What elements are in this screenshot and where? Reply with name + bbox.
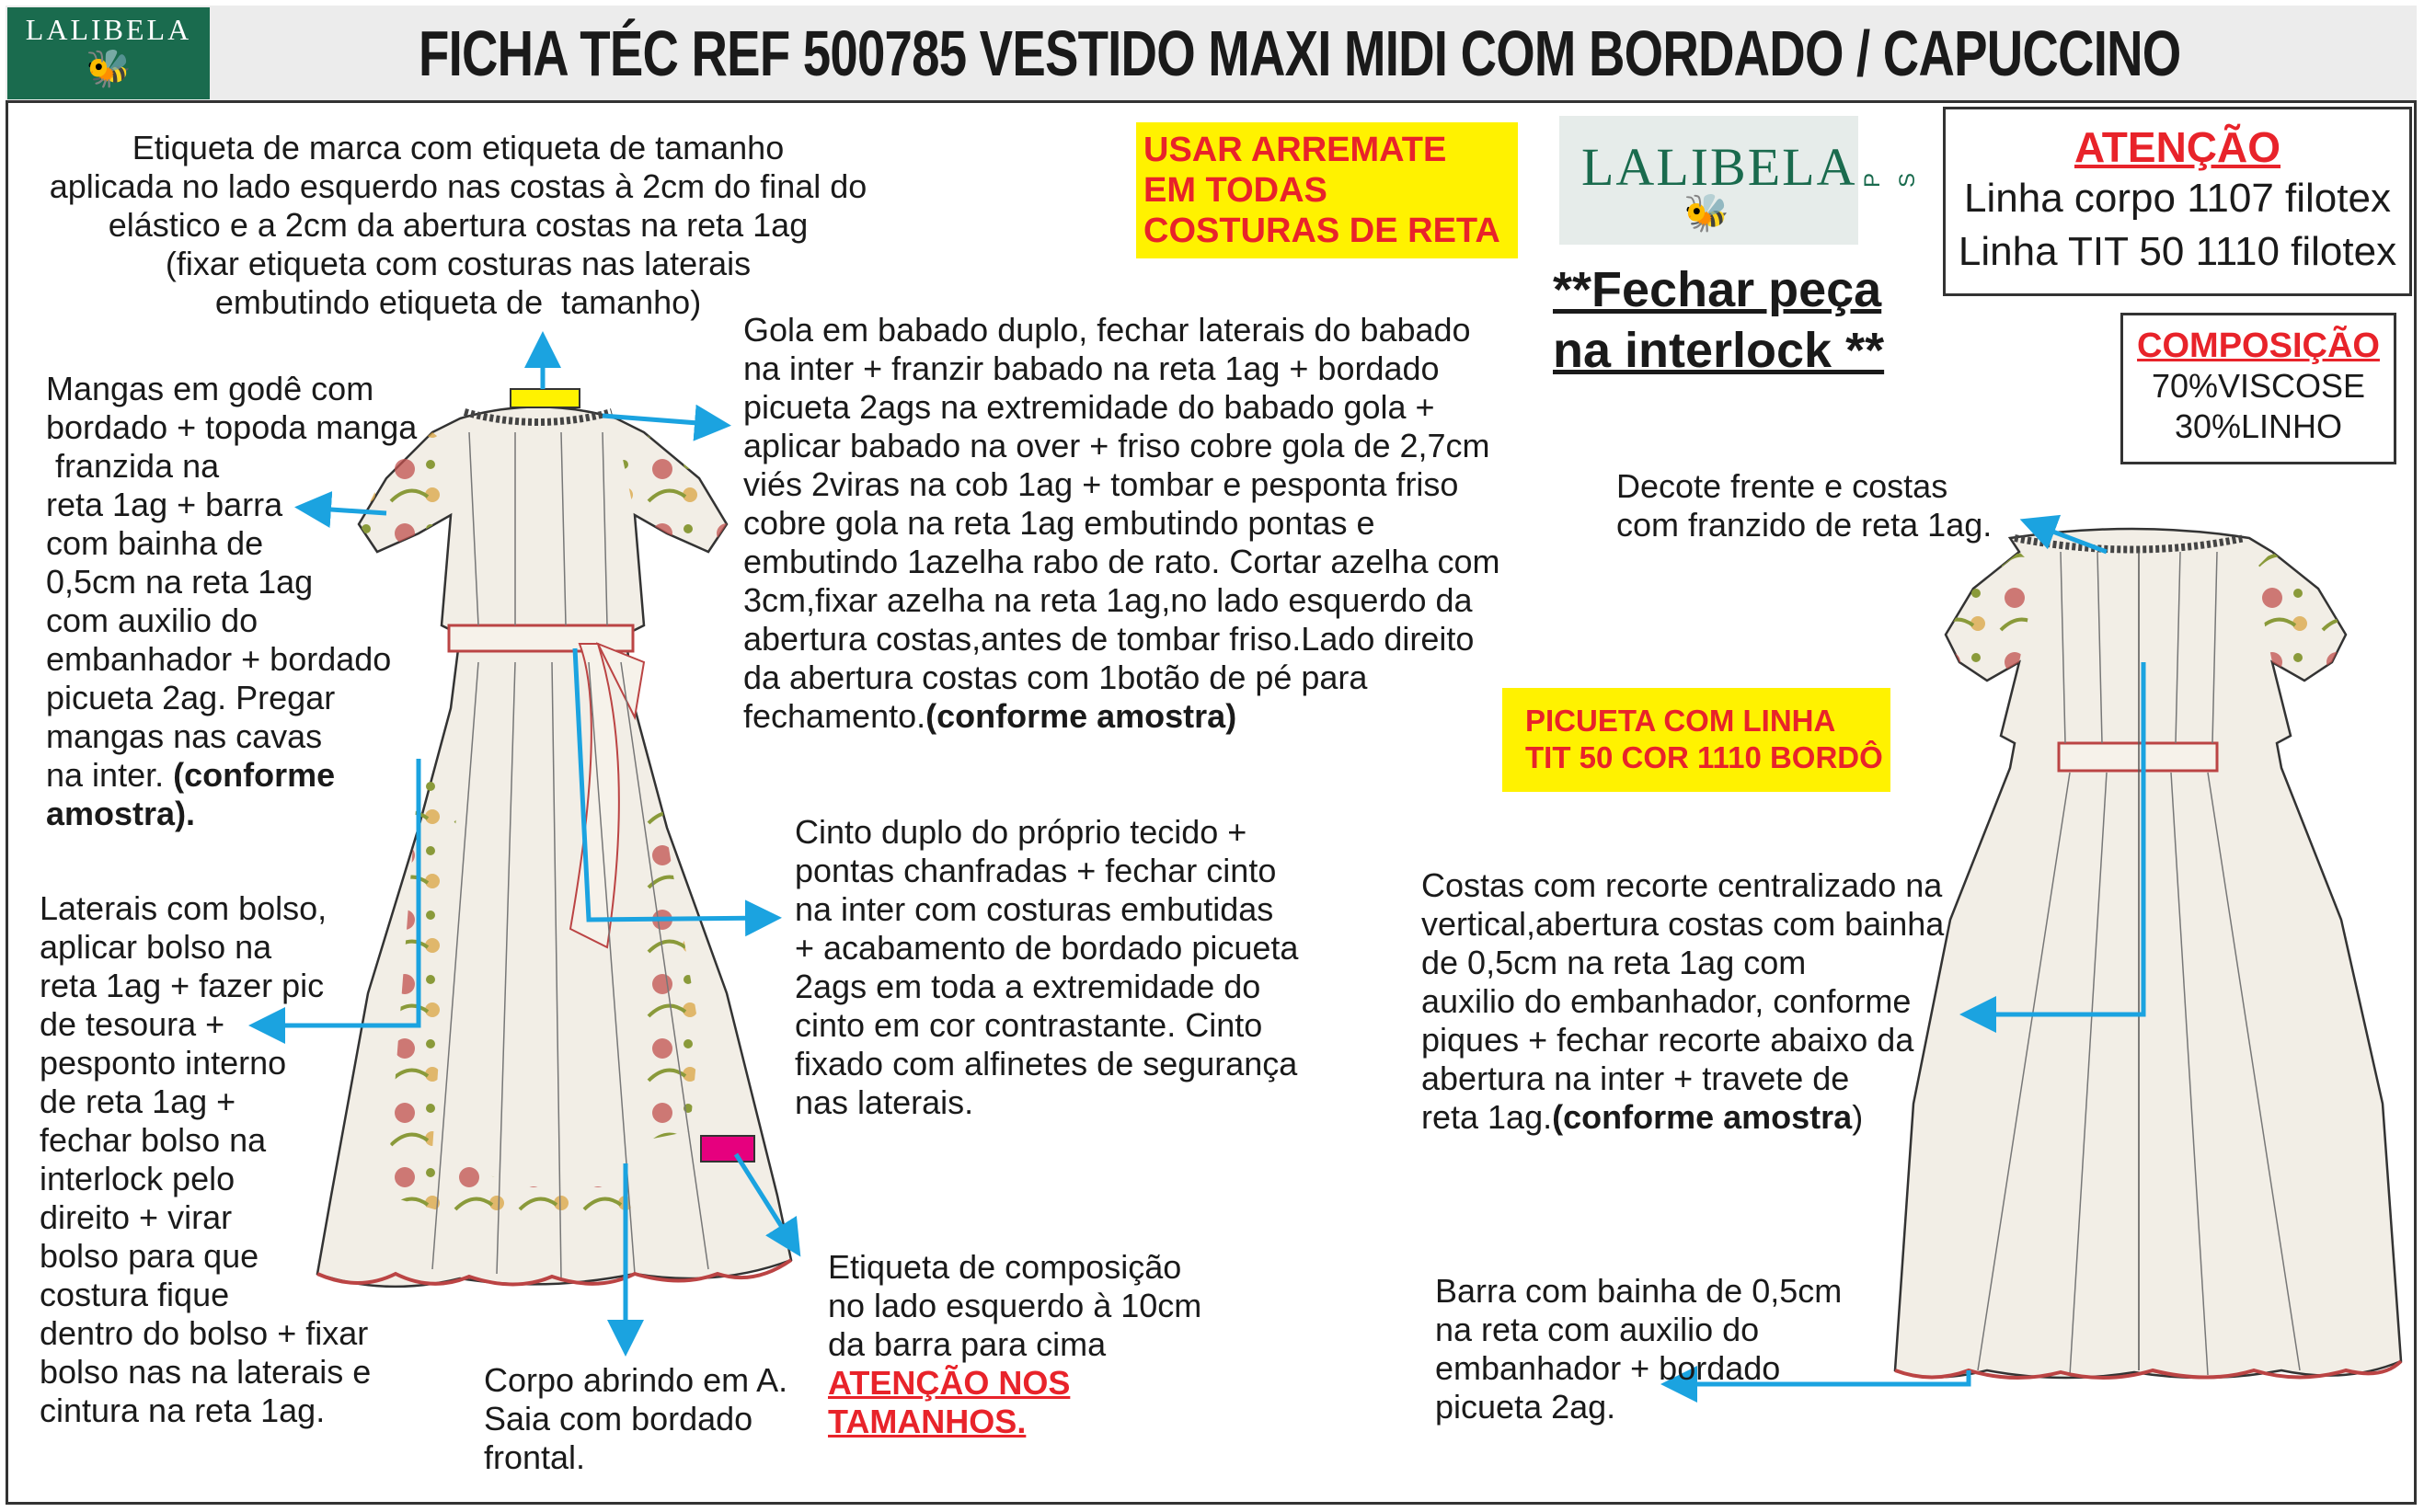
note-laterais: Laterais com bolso, aplicar bolso na reta 1ag + fazer pic de tesoura + pesponto interno de reta 1ag + fechar bolso na interlock pelo direito + virar bolso para que costura fique dentro do bolso + fixar bolso nas na laterais e cintura na reta 1ag. bbox=[40, 889, 372, 1429]
atencao-title: ATENÇÃO bbox=[2074, 123, 2281, 171]
note-barra: Barra com bainha de 0,5cm na reta com auxilio do embanhador + bordado picueta 2ag. bbox=[1435, 1272, 1843, 1426]
note-gola-bold: (conforme amostra) bbox=[925, 697, 1237, 735]
note-mangas-bold: (conforme amostra). bbox=[46, 756, 336, 832]
brand-logo-name: LALIBELA bbox=[1581, 137, 1857, 197]
picueta-text: PICUETA COM LINHA TIT 50 COR 1110 BORDÔ bbox=[1525, 704, 1883, 774]
bee-icon: 🐝 bbox=[1683, 193, 1729, 234]
usar-arremate-box bbox=[1136, 122, 1518, 258]
ps-letter-s: S bbox=[1895, 172, 1921, 189]
brand-label-marker bbox=[511, 389, 580, 407]
usar-arremate-text: USAR ARREMATE EM TODAS COSTURAS DE RETA bbox=[1143, 131, 1500, 250]
note-decote: Decote frente e costas com franzido de reta 1ag. bbox=[1616, 467, 1993, 544]
brand-logo-center bbox=[1559, 116, 1858, 245]
picueta-box bbox=[1502, 688, 1890, 792]
note-costas-text: Costas com recorte centralizado na vertical,abertura costas com bainha de 0,5cm na reta 1ag com auxilio do embanhador, conforme piques + fechar recorte abaixo da abertura na inter + travete de reta 1ag. bbox=[1421, 866, 1945, 1136]
note-mangas bbox=[46, 370, 417, 833]
composicao-title: COMPOSIÇÃO bbox=[2137, 326, 2380, 365]
ps-mark bbox=[1856, 158, 1930, 204]
note-cinto: Cinto duplo do próprio tecido + pontas chanfradas + fechar cinto na inter com costuras embutidas + acabamento de bordado picueta 2ags em toda a extremidade do cinto em cor contrastante. Cinto fixado com alfinetes de segurança nas laterais. bbox=[795, 813, 1299, 1121]
note-etiqueta-comp-text: Etiqueta de composição no lado esquerdo à 10cm da barra para cima bbox=[828, 1248, 1202, 1363]
note-etiqueta-comp-warn: ATENÇÃO NOS TAMANHOS. bbox=[828, 1364, 1071, 1440]
note-costas-bold: (conforme amostra bbox=[1552, 1098, 1853, 1136]
atencao-box bbox=[1943, 107, 2412, 296]
note-costas bbox=[1421, 866, 1944, 1137]
back-dress-drawing bbox=[1895, 529, 2401, 1378]
note-etiqueta-marca: Etiqueta de marca com etiqueta de tamanho aplicada no lado esquerdo nas costas à 2cm do final do elástico e a 2cm da abertura costas na reta 1ag (fixar etiqueta com costuras nas laterais embutindo etiqueta de tamanho) bbox=[49, 129, 867, 321]
bee-icon: 🐝 bbox=[86, 49, 132, 89]
brand-name: LALIBELA bbox=[25, 13, 192, 46]
note-gola-text: Gola em babado duplo, fechar laterais do babado na inter + franzir babado na reta 1ag + bordado picueta 2ags na extremidade do babado gola + aplicar babado na over + friso cobre gola de 2,7cm viés 2viras na cob 1ag + tombar e pesponta friso cobre gola na reta 1ag embutindo pontas e embutindo 1azelha rabo de rato. Cortar azelha com 3cm,fixar azelha na reta 1ag,no lado esquerdo da abertura costas,antes de tombar friso.Lado direito da abertura costas com 1botão de pé para fechamento. bbox=[743, 311, 1500, 735]
composicao-box bbox=[2120, 313, 2396, 464]
atencao-lines: Linha corpo 1107 filotex Linha TIT 50 1110 filotex bbox=[1958, 176, 2397, 274]
note-corpo: Corpo abrindo em A. Saia com bordado frontal. bbox=[484, 1361, 788, 1476]
page-title: FICHA TÉC REF 500785 VESTIDO MAXI MIDI COM BORDADO / CAPUCCINO bbox=[419, 17, 2181, 89]
composicao-lines: 70%VISCOSE 30%LINHO bbox=[2151, 367, 2366, 445]
ps-letter-p: P bbox=[1860, 172, 1886, 189]
note-etiqueta-comp bbox=[828, 1248, 1201, 1441]
fechar-peca-note: **Fechar peça na interlock ** bbox=[1553, 262, 1885, 378]
note-mangas-text: Mangas em godê com bordado + topoda manga franzida na reta 1ag + barra com bainha de 0,5cm na reta 1ag com auxilio do embanhador + bordado picueta 2ag. Pregar mangas nas cavas na inter. bbox=[46, 370, 418, 794]
note-costas-end: ) bbox=[1852, 1098, 1864, 1136]
note-gola bbox=[743, 311, 1499, 736]
composition-label-marker bbox=[701, 1136, 754, 1162]
